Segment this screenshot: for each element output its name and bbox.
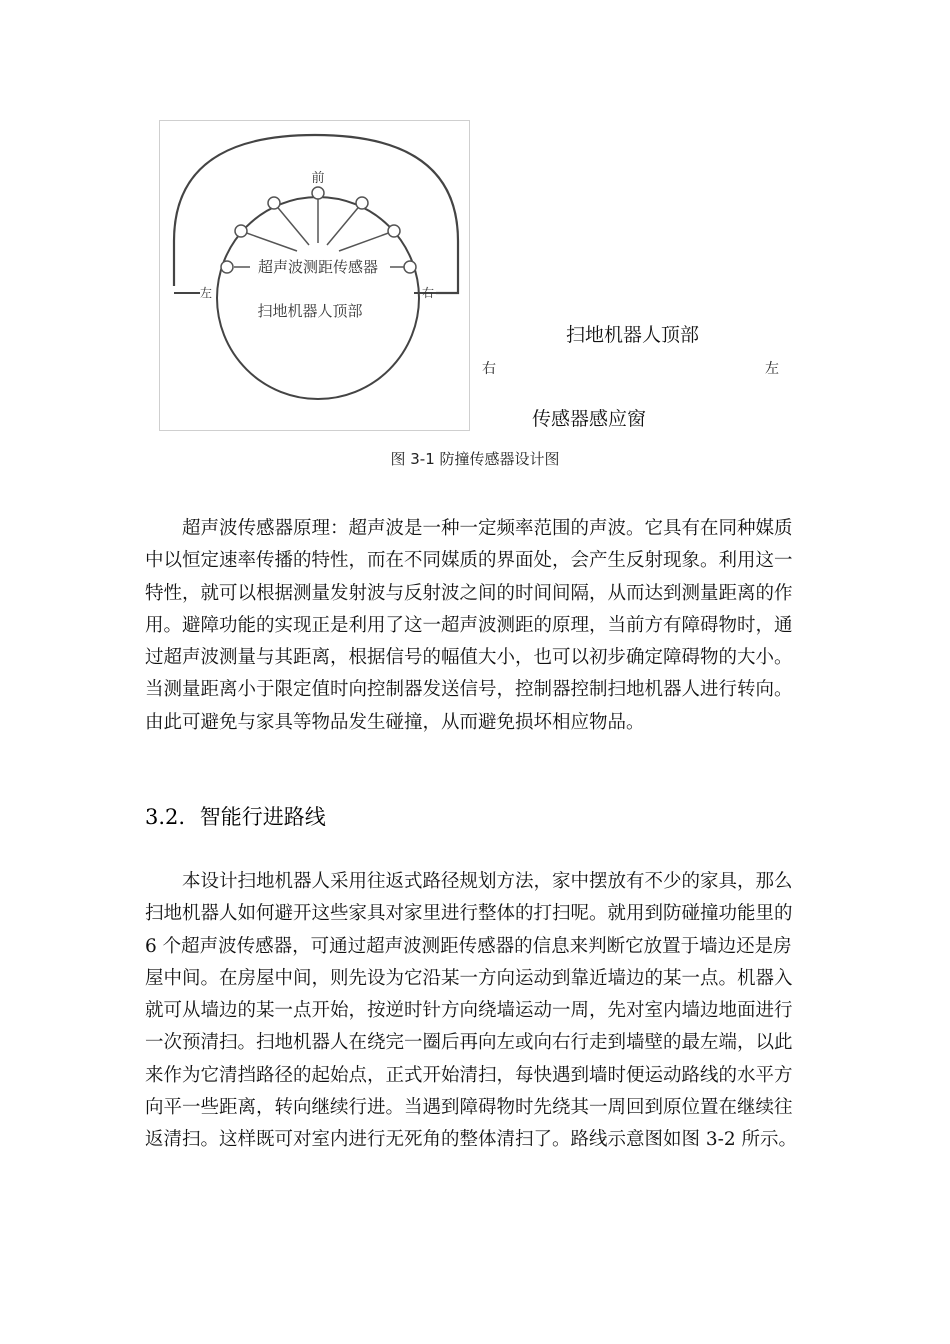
front-label: 前 (311, 171, 325, 186)
sensor-spoke (274, 203, 309, 245)
sensor-label: 超声波测距传感器 (257, 258, 379, 276)
sensor-spoke (339, 231, 394, 251)
figure-image (159, 120, 470, 431)
paragraph-line: 6 个超声波传感器，可通过超声波测距传感器的信息来判断它放置于墙边还是房 (145, 935, 792, 957)
robot-sensor-diagram (160, 121, 471, 432)
robot-top-side-label: 扫地机器人顶部 (566, 324, 700, 346)
paragraph-line: 向平一些距离，转向继续行进。当遇到障碍物时先绕其一周回到原位置在继续往 (145, 1097, 793, 1119)
paragraph-line: 就可从墙边的某一点开始，按逆时针方向绕墙运动一周，先对室内墙边地面进行 (145, 1000, 793, 1022)
figure-caption: 图 3-1 防撞传感器设计图 (390, 450, 560, 468)
paragraph-line: 由此可避免与家具等物品发生碰撞，从而避免损坏相应物品。 (145, 711, 645, 733)
paragraph-line: 过超声波测量与其距离，根据信号的幅值大小，也可以初步确定障碍物的大小。 (145, 647, 793, 669)
sensor-node (388, 225, 400, 237)
sensor-node (356, 197, 368, 209)
paragraph-line: 超声波传感器原理：超声波是一种一定频率范围的声波。它具有在同种媒质 (182, 518, 793, 539)
sensor-node (268, 197, 280, 209)
left-label: 左 (199, 286, 213, 300)
paragraph-line: 屋中间。在房屋中间，则先设为它沿某一方向运动到靠近墙边的某一点。机器入 (145, 967, 793, 989)
paragraph-line: 用。避障功能的实现正是利用了这一超声波测距的原理，当前方有障碍物时，通 (145, 614, 793, 636)
sensor-spoke (241, 231, 297, 251)
paragraph-ultrasonic (145, 513, 805, 739)
right-side-label: 右 (482, 361, 496, 377)
left-side-label: 左 (765, 361, 779, 377)
paragraph-line: 特性，就可以根据测量发射波与反射波之间的时间间隔，从而达到测量距离的作 (145, 582, 793, 604)
sensor-node (404, 261, 416, 273)
section-title: 智能行进路线 (199, 805, 326, 829)
sensor-node (221, 261, 233, 273)
sensor-spoke (327, 203, 362, 245)
robot-top-label: 扫地机器人顶部 (257, 302, 363, 320)
paragraph-line: 中以恒定速率传播的特性，而在不同媒质的界面处，会产生反射现象。利用这一 (145, 550, 793, 572)
paragraph-line: 本设计扫地机器人采用往返式路径规划方法，家中摆放有不少的家具，那么 (182, 871, 793, 892)
paragraph-route (145, 866, 805, 1157)
section-number: 3.2. (145, 805, 186, 829)
sensor-window-label: 传感器感应窗 (532, 408, 647, 430)
paragraph-line: 来作为它清挡路径的起始点，正式开始清扫，每快遇到墙时便运动路线的水平方 (145, 1064, 793, 1086)
sensor-node (235, 225, 247, 237)
paragraph-line: 当测量距离小于限定值时向控制器发送信号，控制器控制扫地机器人进行转向。 (145, 679, 793, 701)
paragraph-line: 返清扫。这样既可对室内进行无死角的整体清扫了。路线示意图如图 3-2 所示。 (145, 1129, 798, 1151)
sensor-node (312, 187, 324, 199)
paragraph-line: 一次预清扫。扫地机器人在绕完一圈后再向左或向右行走到墙壁的最左端，以此 (145, 1032, 793, 1054)
section-heading (145, 801, 326, 831)
paragraph-line: 扫地机器人如何避开这些家具对家里进行整体的打扫呢。就用到防碰撞功能里的 (145, 903, 793, 925)
right-label: 右 (421, 286, 435, 300)
